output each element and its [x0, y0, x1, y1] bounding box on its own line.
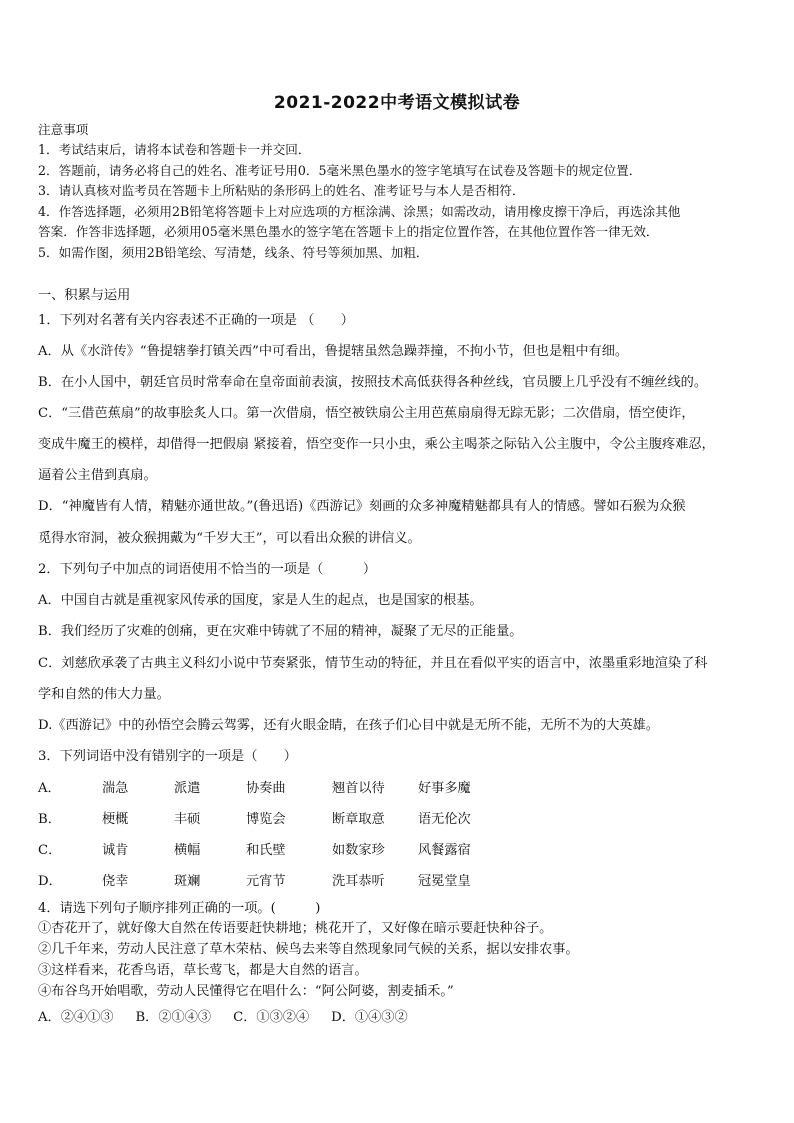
- question-1-option-c: C．“三借芭蕉扇”的故事脍炙人口。第一次借扇，悟空被铁扇公主用芭蕉扇扇得无踪无影；二次借扇，悟空使诈，: [38, 406, 695, 421]
- option-label: A．: [38, 781, 61, 796]
- question-4-stem: 4．请选下列句子顺序排列正确的一项。( ): [38, 901, 321, 916]
- notice-heading: 注意事项: [38, 122, 89, 137]
- word: 断章取意: [332, 812, 385, 827]
- word: 元宵节: [246, 874, 286, 889]
- option-label: B．: [38, 812, 61, 827]
- word: 如数家珍: [332, 843, 385, 858]
- answer-a: A．②④①③: [38, 1010, 114, 1025]
- question-4-answers: [38, 1009, 430, 1027]
- question-3-option-c: [38, 842, 471, 860]
- question-2-option-c-cont: 学和自然的伟大力量。: [38, 687, 170, 702]
- answer-d: D．①④③②: [331, 1010, 408, 1025]
- question-1-option-c-cont: 变成牛魔王的模样，却借得一把假扇 紧接着，悟空变作一只小虫，乘公主喝茶之际钻入公主腹中，令公主腹疼难忍，: [38, 437, 715, 452]
- question-2-option-b: B．我们经历了灾难的创痛，更在灾难中铸就了不屈的精神，凝聚了无尽的正能量。: [38, 624, 523, 639]
- option-label: D．: [38, 874, 62, 889]
- option-label: C．: [38, 843, 62, 858]
- question-2-option-c: C．刘慈欣承袭了古典主义科幻小说中节奏紧张，情节生动的特征，并且在看似平实的语言中，浓墨重彩地渲染了科: [38, 656, 708, 671]
- question-4-sentence: ④布谷鸟开始唱歌，劳动人民懂得它在唱什么：“阿公阿婆，割麦插禾。”: [38, 984, 454, 999]
- notice-item: 答案．作答非选择题，必须用05毫米黑色墨水的签字笔在答题卡上的指定位置作答，在其他位置作答一律无效．: [38, 224, 659, 239]
- question-1-option-b: B．在小人国中，朝廷官员时常奉命在皇帝面前表演，按照技术高低获得各种丝线，官员腰上几乎没有不缠丝线的。: [38, 375, 708, 390]
- notice-item: 5．如需作图，须用2B铅笔绘、写清楚，线条、符号等须加黑、加粗．: [38, 245, 429, 260]
- word: 湍急: [102, 781, 129, 796]
- word: 博览会: [246, 812, 286, 827]
- question-1-stem: 1．下列对名著有关内容表述不正确的一项是 （ ）: [38, 313, 354, 328]
- word: 冠冕堂皇: [418, 874, 471, 889]
- answer-b: B．②①④③: [135, 1010, 212, 1025]
- word: 斑斓: [174, 874, 201, 889]
- answer-c: C．①③②④: [233, 1010, 310, 1025]
- question-2-option-a: A．中国自古就是重视家风传承的国度，家是人生的起点，也是国家的根基。: [38, 593, 483, 608]
- question-4-sentence: ①杏花开了，就好像大自然在传语要赶快耕地；桃花开了，又好像在暗示要赶快种谷子。: [38, 921, 553, 936]
- question-2-stem: 2．下列句子中加点的词语使用不恰当的一项是（ ）: [38, 562, 377, 577]
- exam-title: 2021-2022中考语文模拟试卷: [273, 93, 521, 113]
- question-1-option-c-cont: 逼着公主借到真扇。: [38, 468, 157, 483]
- word: 派遣: [174, 781, 201, 796]
- section-heading: 一、积累与运用: [38, 288, 131, 303]
- word: 洗耳恭听: [332, 874, 385, 889]
- word: 风餐露宿: [418, 843, 471, 858]
- word: 翘首以待: [332, 781, 385, 796]
- notice-item: 3．请认真核对监考员在答题卡上所粘贴的条形码上的姓名、准考证号与本人是否相符．: [38, 183, 525, 198]
- question-1-option-a: A．从《水浒传》“鲁提辖拳打镇关西”中可看出，鲁提辖虽然急躁莽撞，不拘小节，但也是粗中有细。: [38, 344, 629, 359]
- word: 侥幸: [102, 874, 129, 889]
- question-3-stem: 3．下列词语中没有错别字的一项是（ ）: [38, 749, 297, 764]
- word: 语无伦次: [418, 812, 471, 827]
- word: 好事多魔: [418, 781, 471, 796]
- word: 横幅: [174, 843, 201, 858]
- notice-item: 2．答题前，请务必将自己的姓名、准考证号用0．5毫米黑色墨水的签字笔填写在试卷及答题卡的规定位置．: [38, 163, 642, 178]
- word: 和氏壁: [246, 843, 286, 858]
- question-4-sentence: ③这样看来，花香鸟语，草长莺飞，都是大自然的语言。: [38, 963, 368, 978]
- word: 丰硕: [174, 812, 201, 827]
- question-2-option-d: D.《西游记》中的孙悟空会腾云驾雾，还有火眼金睛，在孩子们心目中就是无所不能，无所不为的大英雄。: [38, 718, 659, 733]
- question-3-option-a: [38, 780, 471, 798]
- question-3-option-d: [38, 873, 471, 891]
- notice-item: 4．作答选择题，必须用2B铅笔将答题卡上对应选项的方框涂满、涂黑；如需改动，请用橡皮擦干净后，再选涂其他: [38, 204, 681, 219]
- notice-item: 1．考试结束后，请将本试卷和答题卡一并交回．: [38, 142, 311, 157]
- question-1-option-d-cont: 觅得水帘洞，被众猴拥戴为“千岁大王”，可以看出众猴的讲信义。: [38, 531, 421, 546]
- question-1-option-d: D．“神魔皆有人情，精魅亦通世故。”(鲁迅语)《西游记》刻画的众多神魔精魅都具有人的情感。譬如石猴为众猴: [38, 499, 686, 514]
- word: 协奏曲: [246, 781, 286, 796]
- word: 梗概: [102, 812, 129, 827]
- question-4-sentence: ②几千年来，劳动人民注意了草木荣枯、候鸟去来等自然现象同气候的关系，据以安排农事。: [38, 942, 579, 957]
- question-3-option-b: [38, 811, 471, 829]
- word: 诚肯: [102, 843, 129, 858]
